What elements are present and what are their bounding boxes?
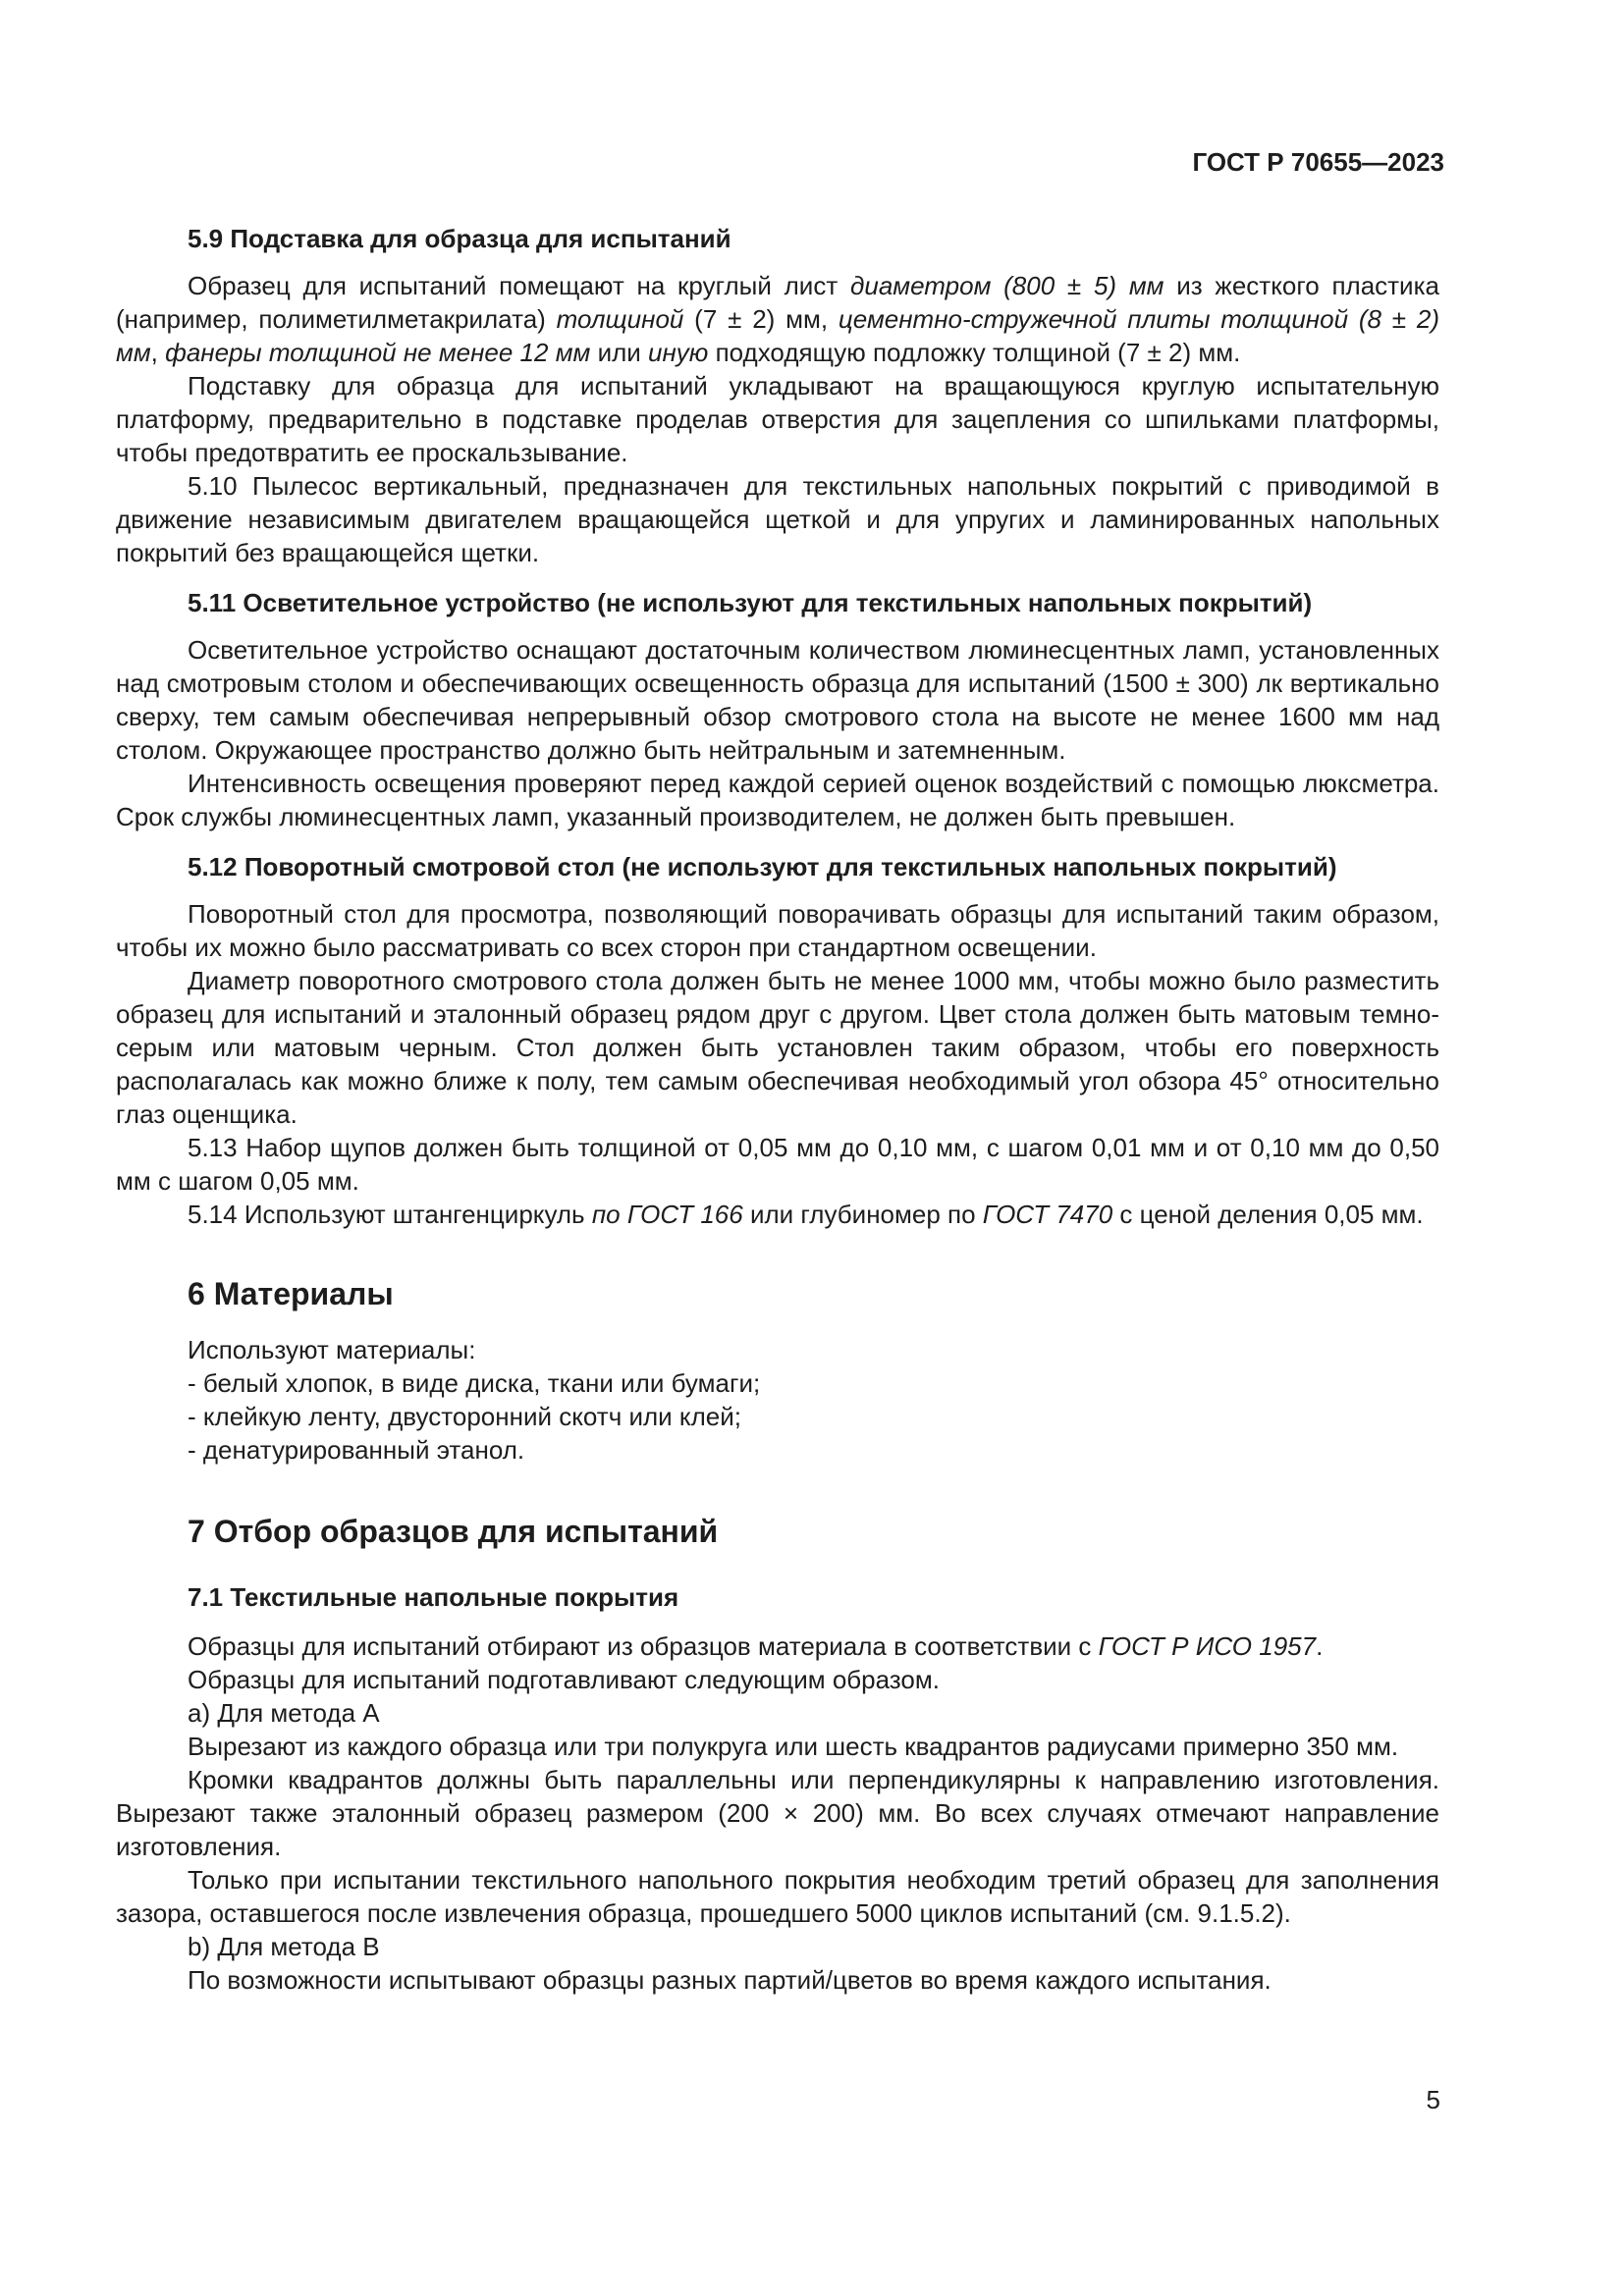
section-5-9-paragraph-2: Подставку для образца для испытаний укладывают на вращающуюся круглую испытательную платформу, предварительно в подставке проделав отверстия для зацепления со шпильками платформы, чтобы предотвратить ее проскальзывание.: [116, 371, 1439, 467]
text-run: Образцы для испытаний отбирают из образцов материала в соответствии с: [188, 1631, 1099, 1661]
method-b-label: b) Для метода В: [188, 1932, 380, 1961]
section-5-10-paragraph: 5.10 Пылесос вертикальный, предназначен для текстильных напольных покрытий с приводимой в движение независимым двигателем вращающейся щеткой и для упругих и ламинированных напольных покрытий без вращающейся щетки.: [116, 471, 1439, 567]
section-5-11-paragraph-2: Интенсивность освещения проверяют перед каждой серией оценок воздействий с помощью люксметра. Срок службы люминесцентных ламп, указанный производителем, не должен быть превышен.: [116, 769, 1439, 831]
list-item: - клейкую ленту, двусторонний скотч или клей;: [188, 1402, 741, 1431]
text-run: .: [1316, 1631, 1324, 1661]
text-run: или: [590, 338, 649, 367]
section-5-12-paragraph-2: Диаметр поворотного смотрового стола должен быть не менее 1000 мм, чтобы можно было разместить образец для испытаний и эталонный образец рядом друг с другом. Цвет стола должен быть матовым темно-серым или матовым черным. Стол должен быть установлен таким образом, чтобы его поверхность располагалась как можно ближе к полу, тем самым обеспечивая необходимый угол обзора 45° относительно глаз оценщика.: [116, 966, 1439, 1129]
section-5-13-paragraph: 5.13 Набор щупов должен быть толщиной от 0,05 мм до 0,10 мм, с шагом 0,01 мм и от 0,10 мм до 0,50 мм с шагом 0,05 мм.: [116, 1133, 1439, 1196]
section-7-1-paragraph-4: Вырезают из каждого образца или три полукруга или шесть квадрантов радиусами примерно 350 мм.: [188, 1732, 1399, 1761]
text-run: Образец для испытаний помещают на круглый лист: [188, 271, 850, 300]
standard-reference-link: ГОСТ Р ИСО 1957: [1098, 1631, 1317, 1661]
list-item: - денатурированный этанол.: [188, 1435, 525, 1465]
section-7-1-paragraph-5: Кромки квадрантов должны быть параллельны или перпендикулярны к направлению изготовления. Вырезают также эталонный образец размером (200 × 200) мм. Во всех случаях отмечают направление изготовления.: [116, 1765, 1439, 1861]
text-run: из жесткого пластика (например, полиметилметакрилата): [116, 271, 1439, 334]
text-run: подходящую подложку толщиной (7 ± 2) мм.: [708, 338, 1241, 367]
italic-run: иную: [648, 338, 709, 367]
materials-intro: Используют материалы:: [188, 1335, 476, 1364]
section-5-14-paragraph: [116, 1198, 1439, 1231]
section-7-1-paragraph-2: Образцы для испытаний подготавливают следующим образом.: [188, 1665, 940, 1694]
section-7-1-heading: 7.1 Текстильные напольные покрытия: [188, 1582, 679, 1612]
section-5-11-paragraph-1: Осветительное устройство оснащают достаточным количеством люминесцентных ламп, установленных над смотровым столом и обеспечивающих освещенность образца для испытаний (1500 ± 300) лк вертикально сверху, тем самым обеспечивая непрерывный обзор смотрового стола на высоте не менее 1600 мм над столом. Окружающее пространство должно быть нейтральным и затемненным.: [116, 635, 1439, 765]
italic-run: цементно-стружечной плиты толщиной (8 ± 2) мм: [116, 304, 1439, 367]
section-5-11-heading: 5.11 Осветительное устройство (не используют для текстильных напольных покрытий): [188, 588, 1313, 617]
section-7-heading: 7 Отбор образцов для испытаний: [188, 1514, 719, 1549]
section-5-9-paragraph-1: [116, 269, 1439, 369]
text-run: с ценой деления 0,05 мм.: [1112, 1200, 1424, 1229]
section-7-1-paragraph-6: Только при испытании текстильного напольного покрытия необходим третий образец для заполнения зазора, оставшегося после извлечения образца, прошедшего 5000 циклов испытаний (см. 9.1.5.2).: [116, 1865, 1439, 1928]
document-code-header: ГОСТ Р 70655—2023: [1192, 147, 1444, 177]
text-run: (7 ± 2) мм,: [683, 304, 839, 334]
page-content: [116, 222, 1439, 1997]
italic-run: толщиной: [556, 304, 684, 334]
method-a-label: a) Для метода А: [188, 1698, 380, 1728]
list-item: - белый хлопок, в виде диска, ткани или бумаги;: [188, 1368, 761, 1398]
standard-reference-link: по ГОСТ 166: [591, 1200, 743, 1229]
text-run: 5.14 Используют штангенциркуль: [188, 1200, 592, 1229]
section-5-9-heading: 5.9 Подставка для образца для испытаний: [188, 224, 731, 253]
standard-reference-link: ГОСТ 7470: [982, 1200, 1113, 1229]
section-5-12-paragraph-1: Поворотный стол для просмотра, позволяющий поворачивать образцы для испытаний таким образом, чтобы их можно было рассматривать со всех сторон при стандартном освещении.: [116, 899, 1439, 962]
section-7-1-paragraph-8: По возможности испытывают образцы разных партий/цветов во время каждого испытания.: [188, 1965, 1272, 1995]
section-5-12-heading: 5.12 Поворотный смотровой стол (не используют для текстильных напольных покрытий): [188, 852, 1337, 881]
italic-run: фанеры толщиной не менее 12 мм: [165, 338, 591, 367]
text-run: или глубиномер по: [742, 1200, 983, 1229]
section-7-1-paragraph-1: [116, 1629, 1439, 1663]
text-run: ,: [150, 338, 166, 367]
page-number: 5: [1426, 2085, 1440, 2114]
section-6-heading: 6 Материалы: [188, 1276, 394, 1311]
italic-run: диаметром (800 ± 5) мм: [850, 271, 1164, 300]
